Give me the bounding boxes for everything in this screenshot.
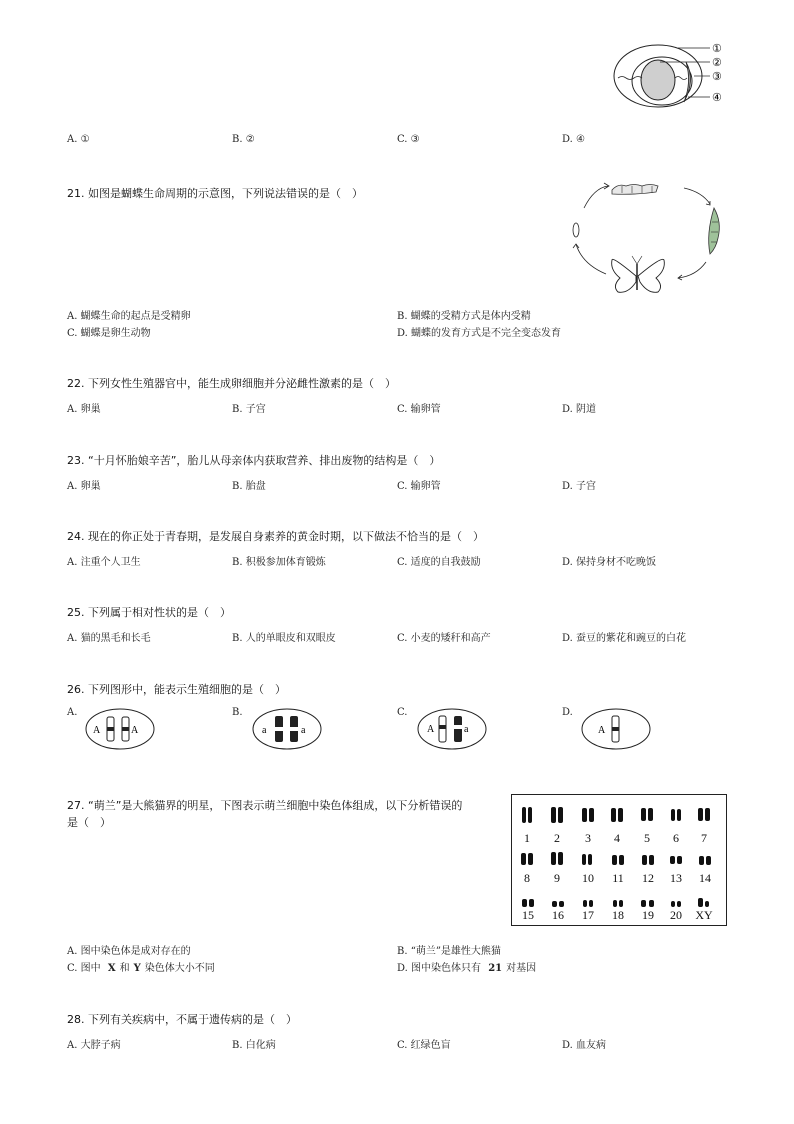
karyotype-num-4: 4 (614, 831, 620, 845)
butterfly-lifecycle-figure (566, 178, 732, 298)
q27-option-b[interactable]: B. “萌兰”是雄性大熊猫 (397, 946, 501, 957)
q26-cell-c-left-allele: A (427, 724, 435, 735)
q22-stem: 22. 下列女性生殖器官中，能生成卵细胞并分泌雌性激素的是（ ） (67, 377, 396, 390)
q27-option-a[interactable]: A. 图中染色体是成对存在的 (67, 946, 191, 957)
q23-option-a[interactable]: A. 卵巢 (67, 481, 101, 492)
q27-option-d-pre: D. 图中染色体只有 (397, 963, 482, 974)
karyotype-num-18: 18 (612, 908, 624, 922)
q21-option-c[interactable]: C. 蝴蝶是卵生动物 (67, 328, 151, 339)
karyotype-num-9: 9 (554, 871, 560, 885)
karyotype-num-5: 5 (644, 831, 650, 845)
q27-option-c-and: 和 (119, 963, 130, 974)
q26-cell-b-left-allele: a (262, 725, 267, 736)
karyotype-num-13: 13 (670, 871, 682, 885)
karyotype-num-xy: XY (695, 908, 713, 922)
karyotype-num-14: 14 (699, 871, 711, 885)
q24-stem: 24. 现在的你正处于青春期，是发展自身素养的黄金时期，以下做法不恰当的是（ ） (67, 530, 484, 543)
q21-stem: 21. 如图是蝴蝶生命周期的示意图，下列说法错误的是（ ） (67, 187, 363, 200)
q26-cell-d[interactable] (580, 706, 652, 752)
q25-option-d[interactable]: D. 蚕豆的紫花和豌豆的白花 (562, 633, 687, 644)
q20-option-b[interactable]: B. ② (232, 134, 255, 145)
q26-stem: 26. 下列图形中，能表示生殖细胞的是（ ） (67, 683, 286, 696)
q24-option-d[interactable]: D. 保持身材不吃晚饭 (562, 557, 657, 568)
q28-stem: 28. 下列有关疾病中，不属于遗传病的是（ ） (67, 1013, 297, 1026)
q25-option-c[interactable]: C. 小麦的矮秆和高产 (397, 633, 491, 644)
q25-option-a[interactable]: A. 猫的黑毛和长毛 (67, 633, 151, 644)
egg-label-4: ④ (712, 92, 722, 104)
q27-stem-line1: 27. “萌兰”是大熊猫界的明星，下图表示萌兰细胞中染色体组成，以下分析错误的 (67, 799, 463, 812)
karyotype-num-6: 6 (673, 831, 679, 845)
q26-cell-a[interactable] (84, 706, 156, 752)
q28-option-a[interactable]: A. 大脖子病 (67, 1040, 121, 1051)
q21-option-b[interactable]: B. 蝴蝶的受精方式是体内受精 (397, 311, 531, 322)
q22-option-d[interactable]: D. 阴道 (562, 404, 597, 415)
karyotype-num-3: 3 (585, 831, 591, 845)
q23-stem: 23. “十月怀胎娘辛苦”，胎儿从母亲体内获取营养、排出废物的结构是（ ） (67, 454, 441, 467)
q24-option-a[interactable]: A. 注重个人卫生 (67, 557, 141, 568)
q23-option-d[interactable]: D. 子宫 (562, 481, 597, 492)
q27-option-c-pre: C. 图中 (67, 963, 101, 974)
karyotype-num-2: 2 (554, 831, 560, 845)
q26-cell-c-right-allele: a (464, 724, 469, 735)
egg-label-3: ③ (712, 71, 722, 83)
q26-cell-d-left-allele: A (598, 725, 606, 736)
q26-cell-c[interactable] (416, 706, 488, 752)
q23-option-b[interactable]: B. 胎盘 (232, 481, 266, 492)
karyotype-num-12: 12 (642, 871, 654, 885)
q26-cell-a-right-allele: A (131, 725, 139, 736)
q27-option-c-y: Y (133, 963, 141, 974)
q20-option-d[interactable]: D. ④ (562, 134, 585, 145)
karyotype-num-19: 19 (642, 908, 654, 922)
karyotype-chromosomes (521, 807, 711, 907)
karyotype-num-20: 20 (670, 908, 682, 922)
q21-option-a[interactable]: A. 蝴蝶生命的起点是受精卵 (67, 311, 191, 322)
q26-option-d-letter[interactable]: D. (562, 707, 573, 718)
q22-option-c[interactable]: C. 输卵管 (397, 404, 441, 415)
q27-stem-line2: 是（ ） (67, 816, 111, 829)
q26-cell-b[interactable] (251, 706, 323, 752)
karyotype-num-8: 8 (524, 871, 530, 885)
karyotype-num-15: 15 (522, 908, 534, 922)
q25-option-b[interactable]: B. 人的单眼皮和双眼皮 (232, 633, 336, 644)
karyotype-num-10: 10 (582, 871, 594, 885)
q27-option-d-num: 21 (488, 963, 503, 974)
q26-option-c-letter[interactable]: C. (397, 707, 408, 718)
egg-label-2: ② (712, 57, 722, 69)
karyotype-num-17: 17 (582, 908, 594, 922)
q21-option-d[interactable]: D. 蝴蝶的发育方式是不完全变态发育 (397, 328, 562, 339)
q26-option-b-letter[interactable]: B. (232, 707, 243, 718)
q28-option-c[interactable]: C. 红绿色盲 (397, 1040, 451, 1051)
q24-option-b[interactable]: B. 积极参加体育锻炼 (232, 557, 326, 568)
q22-option-b[interactable]: B. 子宫 (232, 404, 266, 415)
q28-option-d[interactable]: D. 血友病 (562, 1040, 607, 1051)
egg-label-1: ① (712, 43, 722, 55)
karyotype-num-1: 1 (524, 831, 530, 845)
q26-cell-a-left-allele: A (93, 725, 101, 736)
q27-option-c-post: 染色体大小不同 (144, 963, 215, 974)
q24-option-c[interactable]: C. 适度的自我鼓励 (397, 557, 481, 568)
q23-option-c[interactable]: C. 输卵管 (397, 481, 441, 492)
q26-option-a-letter[interactable]: A. (67, 707, 78, 718)
q27-karyotype-figure (511, 794, 727, 926)
karyotype-num-7: 7 (701, 831, 707, 845)
q20-option-c[interactable]: C. ③ (397, 134, 420, 145)
q28-option-b[interactable]: B. 白化病 (232, 1040, 276, 1051)
q25-stem: 25. 下列属于相对性状的是（ ） (67, 606, 231, 619)
q27-option-d[interactable] (397, 959, 536, 974)
q27-option-c-x: X (107, 963, 116, 974)
q26-cell-b-right-allele: a (301, 725, 306, 736)
q20-option-a[interactable]: A. ① (67, 134, 90, 145)
q22-option-a[interactable]: A. 卵巢 (67, 404, 101, 415)
q27-option-c[interactable] (67, 959, 215, 974)
karyotype-num-11: 11 (612, 871, 624, 885)
karyotype-num-16: 16 (552, 908, 564, 922)
q27-option-d-post: 对基因 (506, 963, 537, 974)
egg-structure-figure (610, 40, 730, 110)
